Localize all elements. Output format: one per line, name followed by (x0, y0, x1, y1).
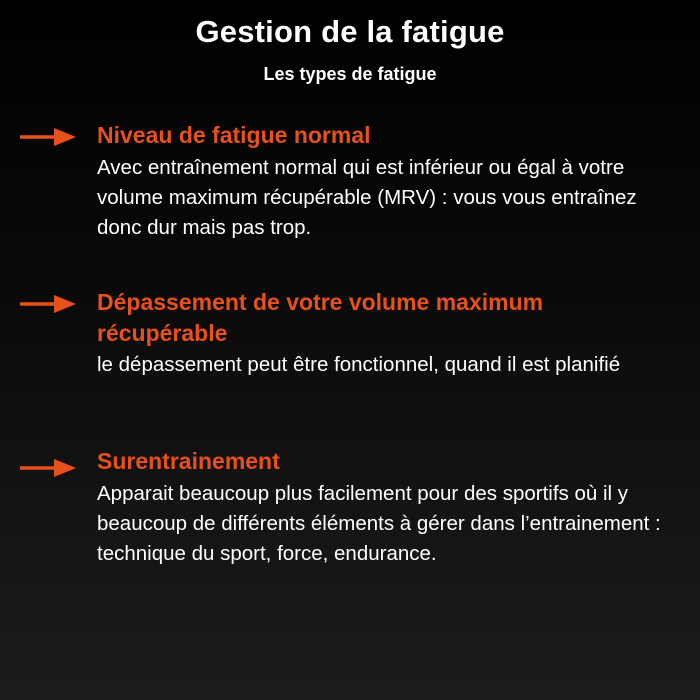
section-heading: Niveau de fatigue normal (97, 122, 371, 148)
arrow-right-icon (20, 293, 76, 315)
section-heading: Surentrainement (97, 448, 280, 474)
section-body: le dépassement peut être fonctionnel, quand il est planifié (97, 353, 621, 376)
section-body: Apparait beaucoup plus facilement pour des sportifs où il y beaucoup de différents éléments à gérer dans l’entrainement : technique du sport, force, endurance. (97, 482, 661, 565)
section-heading: Dépassement de votre volume maximum récupérable (97, 289, 544, 346)
page-title: Gestion de la fatigue (195, 14, 505, 49)
page-subtitle: Les types de fatigue (263, 64, 437, 84)
section-body: Avec entraînement normal qui est inférieur ou égal à votre volume maximum récupérable (MRV) : vous vous entraînez donc dur mais pas trop. (97, 156, 637, 239)
arrow-right-icon (20, 457, 76, 479)
arrow-right-icon (20, 126, 76, 148)
